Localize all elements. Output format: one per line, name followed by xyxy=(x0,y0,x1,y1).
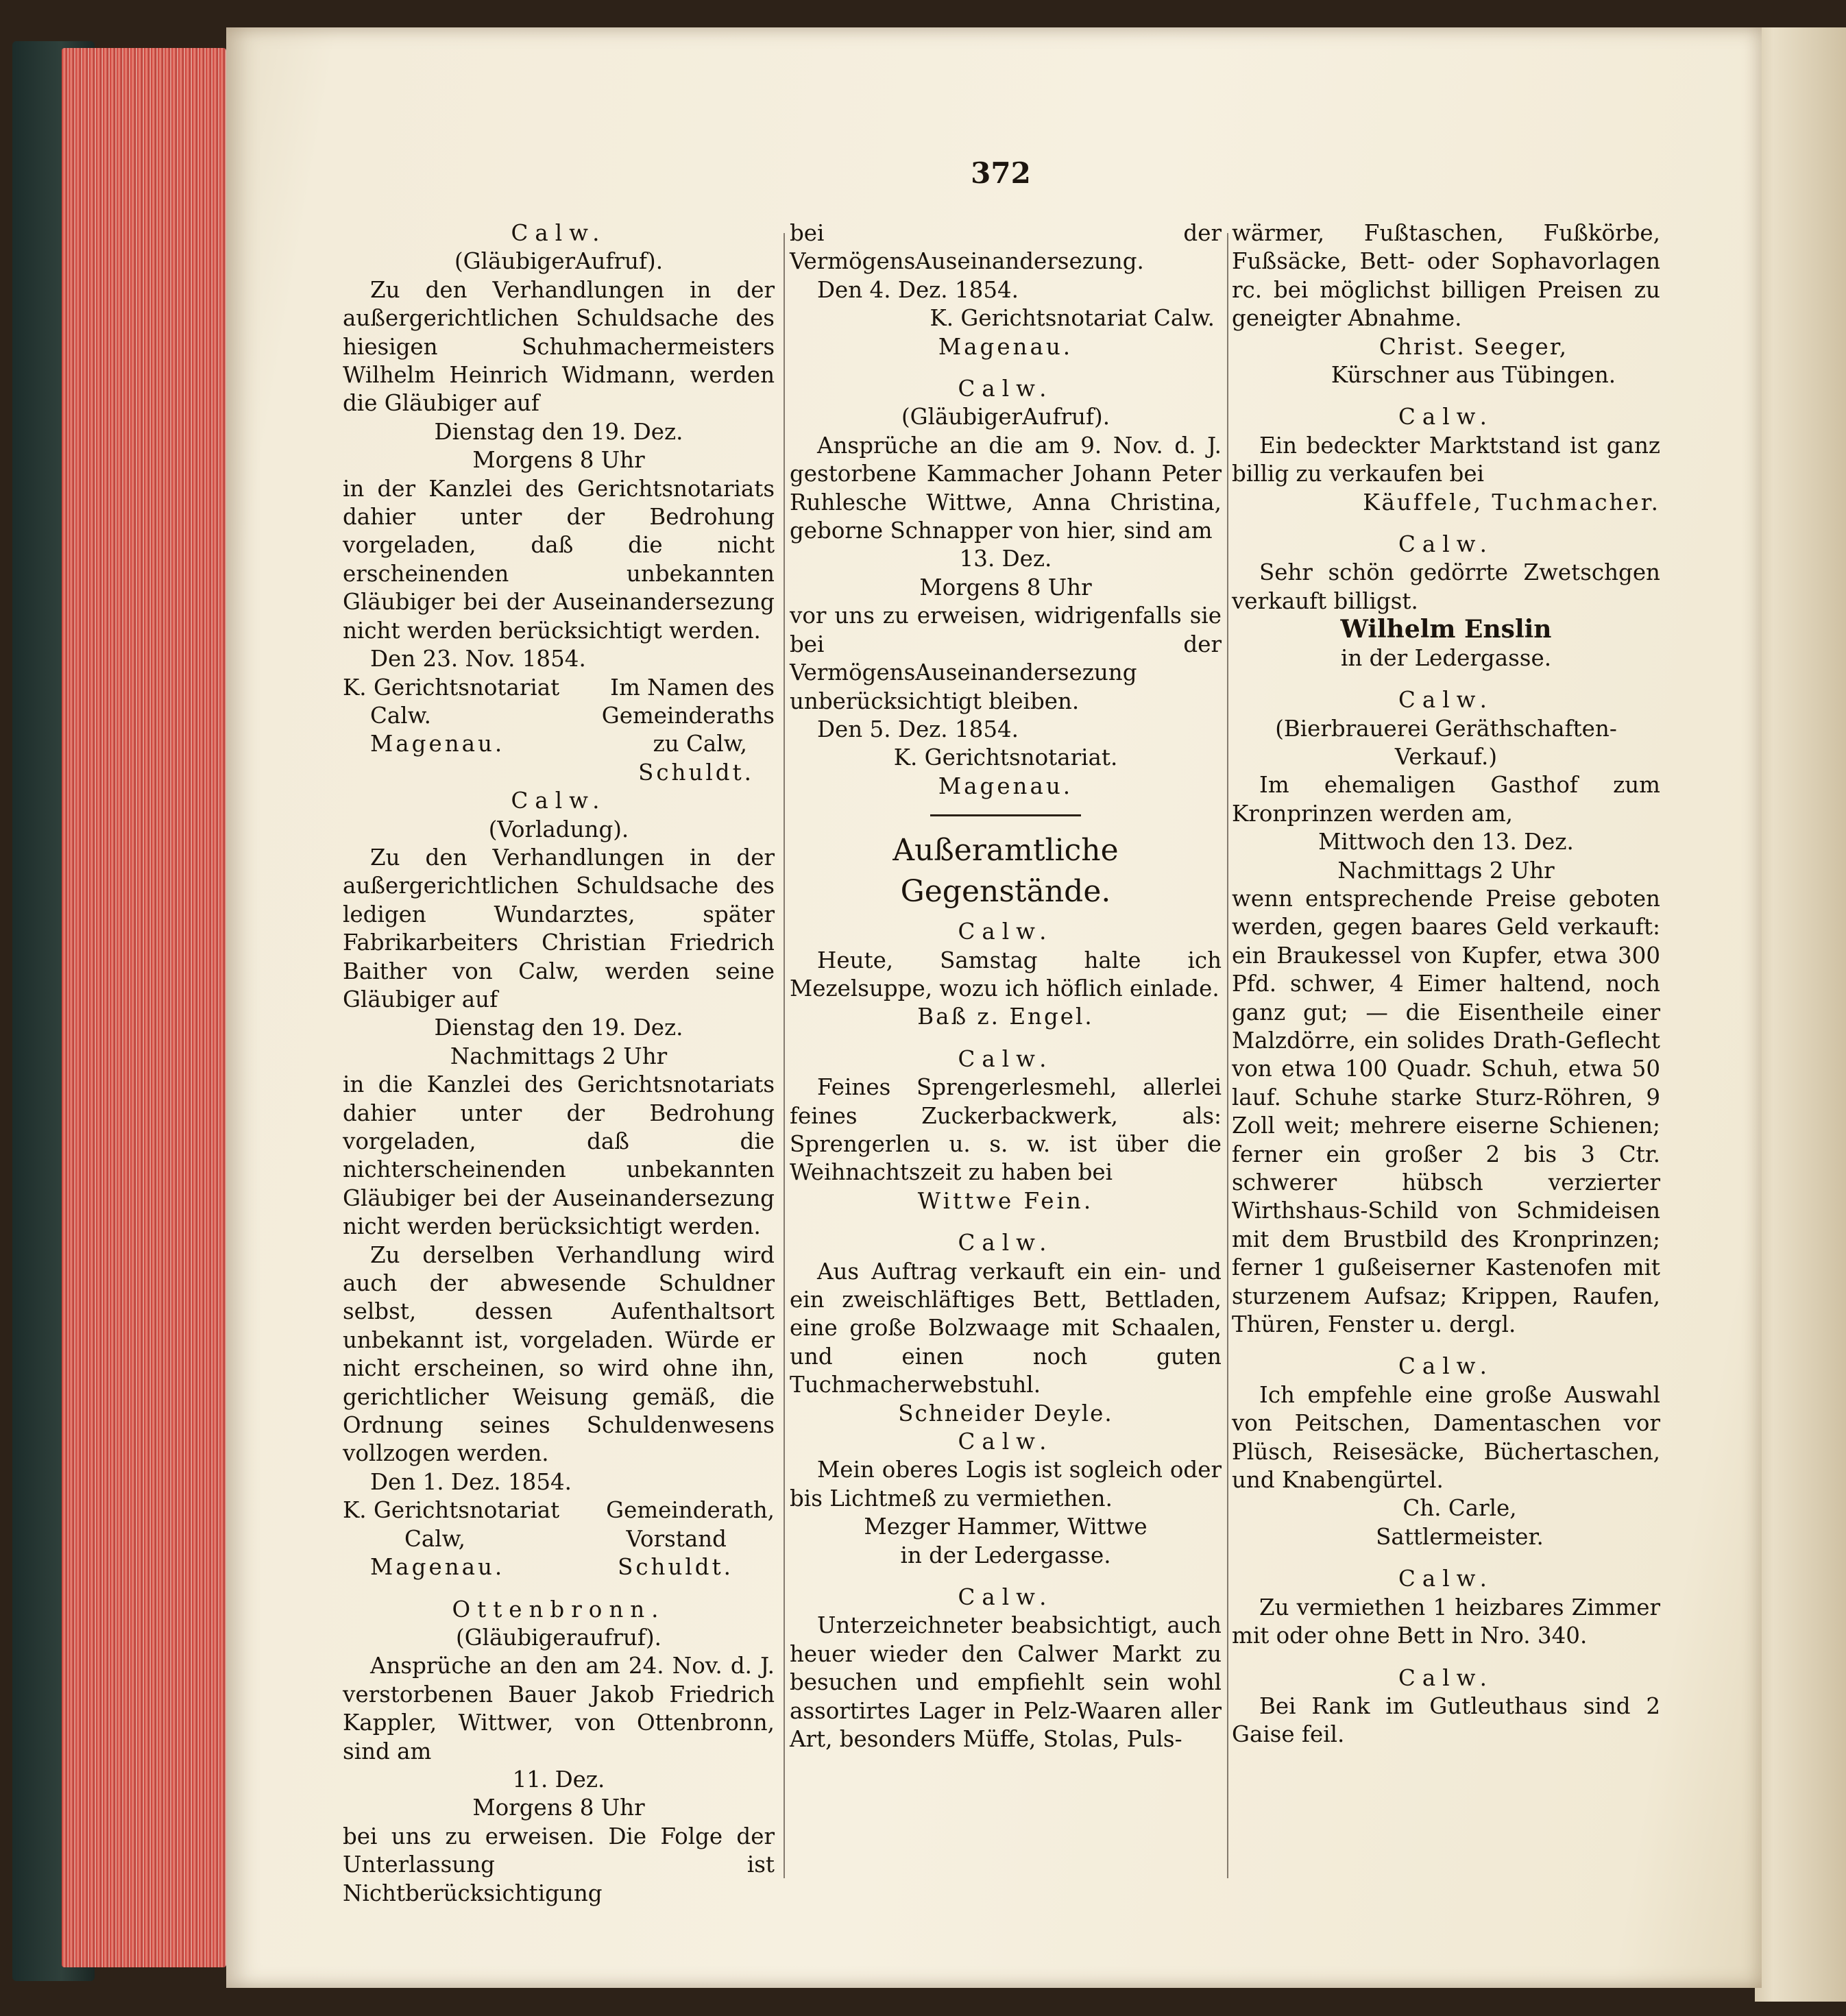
ad-signature: Mezger Hammer, Wittwe xyxy=(864,1514,1147,1540)
signature-right: Im Namen des xyxy=(610,674,775,701)
left-column xyxy=(343,219,775,1908)
signature-left: Calw. xyxy=(370,702,431,729)
ad-body: wenn entsprechende Preise geboten werden, gegen baares Geld verkauft: ein Braukessel von Kupfer, etwa 300 Pfd. schwer, 4 Eimer haltend, noch ganz gut; — die Eisentheile einer Malzdörre, ein solides Drath-Geflecht von etwa 100 Quadr. Schuh, etwa 50 lauf. Schuhe starke Sturz-Röhren, 9 Zoll weit; mehrere eiserne Schienen; ferner ein großer 2 bis 3 Ctr. schwerer hübsch verzierter Wirthshaus-Schild von Schmideisen mit dem Brustbild des Kronprinzen; ferner 1 gußeiserner Kastenofen mit sturzenem Aufsaz; Krippen, Raufen, Thüren, Fenster u. dergl. xyxy=(1232,885,1660,1338)
notice-type: (Vorladung). xyxy=(488,816,629,842)
signature-row xyxy=(343,702,775,730)
ad-body: Zu vermiethen 1 heizbares Zimmer mit oder ohne Bett in Nro. 340. xyxy=(1232,1594,1660,1649)
notice-body: in die Kanzlei des Gerichtsnotariats dahier unter der Bedrohung vorgeladen, daß die nichterscheinenden unbekannten Gläubiger bei der Auseinandersezung nicht werden berücksichtigt werden. xyxy=(343,1071,775,1240)
ad-type: (Bierbrauerei Geräthschaften-Verkauf.) xyxy=(1275,715,1617,770)
ad-signature: in der Ledergasse. xyxy=(1340,644,1552,671)
notice-dated: Den 5. Dez. 1854. xyxy=(817,716,1019,742)
signature-left: K. Gerichtsnotariat xyxy=(343,674,560,701)
column-rule xyxy=(784,233,785,1878)
column-rule xyxy=(1227,233,1228,1878)
ad-place: Calw. xyxy=(1398,1664,1494,1691)
ad-signature: Ch. Carle, xyxy=(1402,1495,1517,1522)
notice-body: vor uns zu erweisen, widrigenfalls sie bei der VermögensAuseinandersezung unberücksichtigt bleiben. xyxy=(790,603,1222,714)
signature-right: Schuldt. xyxy=(618,1554,733,1581)
ad-signature: Christ. Seeger, xyxy=(1379,333,1568,360)
ad-signature: Kürschner aus Tübingen. xyxy=(1331,362,1616,389)
notice-body: in der Kanzlei des Gerichtsnotariats dahier unter der Bedrohung vorgeladen, daß die nicht erscheinenden unbekannten Gläubiger bei der Auseinandersezung nicht werden berücksichtigt werden. xyxy=(343,475,775,644)
ad-place: Calw. xyxy=(1398,404,1494,430)
middle-column xyxy=(790,219,1222,1754)
notice-body: bei uns zu erweisen. Die Folge der Unterlassung ist Nichtberücksichtigung xyxy=(343,1823,775,1906)
notice-dated: Den 23. Nov. 1854. xyxy=(370,646,586,672)
signature-right: Vorstand xyxy=(626,1525,727,1552)
ad-body: Im ehemaligen Gasthof zum Kronprinzen werden am, xyxy=(1232,772,1660,827)
ad-signature: in der Ledergasse. xyxy=(900,1542,1111,1568)
ad-signature: Baß z. Engel. xyxy=(917,1004,1094,1030)
signature-right: Gemeinderath, xyxy=(606,1497,775,1524)
notice-time: Morgens 8 Uhr xyxy=(472,1795,645,1821)
notice-body: Ansprüche an den am 24. Nov. d. J. verstorbenen Bauer Jakob Friedrich Kappler, Wittwer, von Ottenbronn, sind am xyxy=(343,1653,775,1764)
ad-signature: Käuffele, Tuchmacher. xyxy=(1363,489,1660,515)
ad-signature: Wittwe Fein. xyxy=(917,1187,1094,1214)
signature-left: K. Gerichtsnotariat xyxy=(343,1497,560,1524)
ad-date: Mittwoch den 13. Dez. xyxy=(1318,829,1574,855)
notice-dated: Den 1. Dez. 1854. xyxy=(370,1468,572,1495)
notice-date: 13. Dez. xyxy=(959,546,1052,572)
notice-dated: Den 4. Dez. 1854. xyxy=(817,276,1019,303)
signature: K. Gerichtsnotariat. xyxy=(893,744,1118,771)
ad-body: Ich empfehle eine große Auswahl von Peitschen, Damentaschen vor Plüsch, Reisesäcke, Büchertaschen, und Knabengürtel. xyxy=(1232,1381,1660,1494)
notice-body: Zu den Verhandlungen in der außergerichtlichen Schuldsache des hiesigen Schuhmachermeisters Wilhelm Heinrich Widmann, werden die Gläubiger auf xyxy=(343,276,775,417)
ad-place: Calw. xyxy=(958,919,1054,945)
ad-body: Bei Rank im Gutleuthaus sind 2 Gaise feil. xyxy=(1232,1692,1660,1748)
notice-body: Zu derselben Verhandlung wird auch der abwesende Schuldner selbst, dessen Aufenthaltsort unbekannt ist, vorgeladen. Würde er nicht erscheinen, so wird ohne ihn, gerichtlicher Weisung gemäß, die Ordnung seines Schuldenwesens vollzogen werden. xyxy=(343,1241,775,1467)
signature-right: zu Calw, xyxy=(653,731,747,757)
signature: K. Gerichtsnotariat Calw. xyxy=(930,305,1215,332)
ad-place: Calw. xyxy=(1398,531,1494,558)
notice-date: Dienstag den 19. Dez. xyxy=(434,1015,683,1041)
notice-continuation: bei der VermögensAuseinandersezung. xyxy=(790,220,1222,275)
right-column xyxy=(1232,219,1660,1749)
notice-body: Ansprüche an die am 9. Nov. d. J. gestorbene Kammacher Johann Peter Ruhlesche Wittwe, Anna Christina, geborne Schnapper von hier, sind am xyxy=(790,432,1222,544)
ad-body: Heute, Samstag halte ich Mezelsuppe, wozu ich höflich einlade. xyxy=(790,947,1222,1001)
ad-time: Nachmittags 2 Uhr xyxy=(1337,857,1555,884)
signature-right: Gemeinderaths xyxy=(601,702,775,729)
ad-place: Calw. xyxy=(958,1230,1054,1256)
ad-signature: Sattlermeister. xyxy=(1376,1523,1544,1550)
signature: Magenau. xyxy=(938,773,1073,799)
ad-body: Ein bedeckter Marktstand ist ganz billig zu verkaufen bei xyxy=(1232,432,1660,487)
signature-row xyxy=(343,730,775,758)
section-divider xyxy=(930,814,1081,816)
ad-signature: Schneider Deyle. xyxy=(898,1400,1113,1426)
notice-date: Dienstag den 19. Dez. xyxy=(434,418,683,445)
signature-row xyxy=(343,1496,775,1525)
ad-body: Sehr schön gedörrte Zwetschgen verkauft billigst. xyxy=(1232,559,1660,614)
notice-place: Calw. xyxy=(511,788,607,814)
notice-place: Calw. xyxy=(958,376,1054,402)
ad-body: Unterzeichneter beabsichtigt, auch heuer wieder den Calwer Markt zu besuchen und empfiehlt sein wohl assortirtes Lager in Pelz-Waaren aller Art, besonders Müffe, Stolas, Puls- xyxy=(790,1612,1222,1753)
ad-place: Calw. xyxy=(958,1429,1054,1455)
notice-time: Nachmittags 2 Uhr xyxy=(450,1043,668,1069)
signature-left: Magenau. xyxy=(370,1554,505,1581)
ad-body: Feines Sprengerlesmehl, allerlei feines Zuckerbackwerk, als: Sprengerlen u. s. w. ist über die Weihnachtszeit zu haben bei xyxy=(790,1074,1222,1186)
notice-time: Morgens 8 Uhr xyxy=(472,447,645,474)
notice-type: (GläubigerAufruf). xyxy=(454,248,664,275)
facing-page xyxy=(1755,27,1846,2002)
notice-type: (GläubigerAufruf). xyxy=(901,404,1110,430)
notice-body: Zu den Verhandlungen in der außergerichtlichen Schuldsache des ledigen Wundarztes, später Fabrikarbeiters Christian Friedrich Baither von Calw, werden seine Gläubiger auf xyxy=(343,844,775,1012)
ad-place: Calw. xyxy=(1398,1353,1494,1380)
page-number: 372 xyxy=(971,156,1031,190)
ad-body: Aus Auftrag verkauft ein ein- und ein zweischläftiges Bett, Bettladen, eine große Bolzwaage mit Schaalen, und einen noch guten Tuchmacherwebstuhl. xyxy=(790,1258,1222,1398)
signature-left: Calw, xyxy=(404,1525,465,1552)
signature-row xyxy=(343,1525,775,1553)
ad-place: Calw. xyxy=(1398,687,1494,714)
signature: Magenau. xyxy=(938,333,1073,360)
ad-place: Calw. xyxy=(1398,1566,1494,1592)
notice-place: Ottenbronn. xyxy=(452,1596,666,1623)
notice-date: 11. Dez. xyxy=(512,1766,605,1793)
signature-row xyxy=(343,674,775,702)
ad-body: Mein oberes Logis ist sogleich oder bis Lichtmeß zu vermiethen. xyxy=(790,1457,1222,1511)
notice-time: Morgens 8 Uhr xyxy=(919,574,1092,600)
ad-body: wärmer, Fußtaschen, Fußkörbe, Fußsäcke, Bett- oder Sophavorlagen rc. bei möglichst billigen Preisen zu geneigter Abnahme. xyxy=(1232,220,1660,332)
ad-signature: Wilhelm Enslin xyxy=(1340,615,1552,644)
section-heading: Außeramtliche Gegenstände. xyxy=(892,833,1119,910)
notice-type: (Gläubigeraufruf). xyxy=(456,1624,661,1651)
notice-place: Calw. xyxy=(511,220,607,246)
ad-place: Calw. xyxy=(958,1584,1054,1611)
signature-right: Schuldt. xyxy=(638,759,754,786)
signature-left: Magenau. xyxy=(370,731,505,757)
page-edges xyxy=(62,48,226,1967)
ad-place: Calw. xyxy=(958,1045,1054,1072)
signature-row xyxy=(343,1553,775,1581)
